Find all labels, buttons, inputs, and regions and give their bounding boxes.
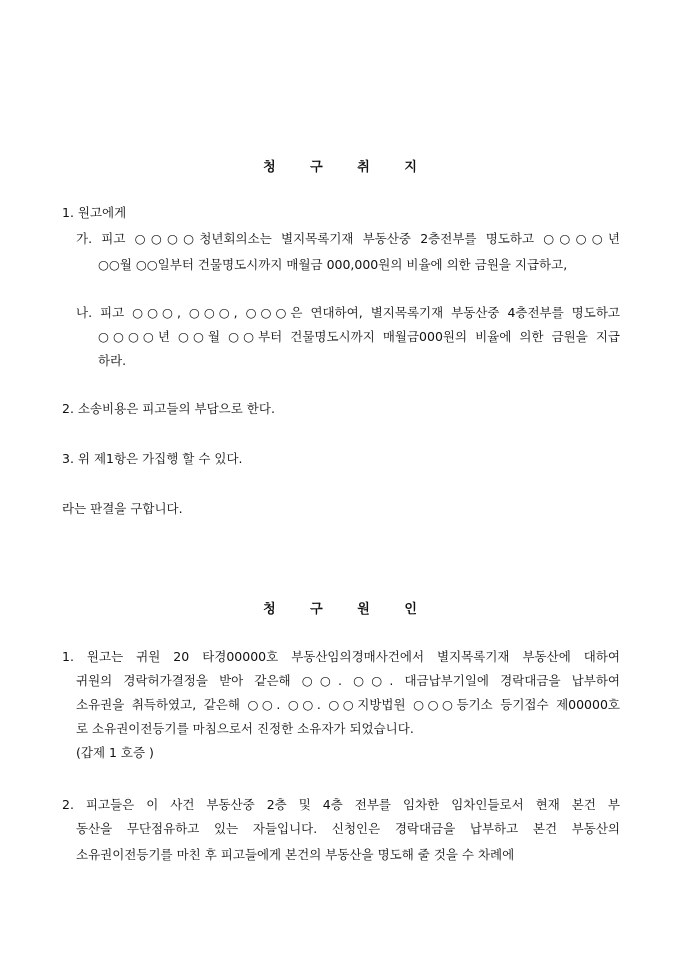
claim-cause-title: 청 구 원 인: [263, 602, 417, 617]
purpose-item1-ga-line1: 가. 피고 ○○○○청년회의소는 별지목록기재 부동산중 2층전부를 명도하고 ○○○○년: [76, 231, 620, 246]
claim-purpose-title: 청 구 취 지: [263, 160, 417, 175]
cause-item1-line1: 1. 원고는 귀원 20 타경00000호 부동산임의경매사건에서 별지목록기재 부동산에 대하여: [62, 649, 620, 664]
cause-item1-line4: 로 소유권이전등기를 마침으로서 진정한 소유자가 되었습니다.: [76, 721, 414, 736]
cause-item1-evidence: (갑제 1 호증 ): [76, 745, 154, 760]
cause-item1-line3: 소유권을 취득하였고, 같은해 ○○. ○○. ○○지방법원 ○○○등기소 등기접수 제00000호: [76, 697, 620, 712]
purpose-item1-na-line3: 하라.: [98, 353, 127, 368]
purpose-item1-na-line2: ○○○○년 ○○월 ○○부터 건물명도시까지 매월금000원의 비율에 의한 금원을 지급: [98, 329, 620, 344]
purpose-item2: 2. 소송비용은 피고들의 부담으로 한다.: [62, 401, 275, 416]
purpose-item3: 3. 위 제1항은 가집행 할 수 있다.: [62, 451, 243, 466]
cause-item2-line2: 동산을 무단점유하고 있는 자들입니다. 신청인은 경락대금을 납부하고 본건 부동산의: [76, 821, 620, 836]
cause-item1-line2: 귀원의 경락허가결정을 받아 같은해 ○○. ○○. 대금납부기일에 경락대금을 납부하여: [76, 673, 620, 688]
purpose-item1-na-line1: 나. 피고 ○○○, ○○○, ○○○은 연대하여, 별지목록기재 부동산중 4층전부를 명도하고: [76, 305, 620, 320]
purpose-closing: 라는 판결을 구합니다.: [62, 501, 183, 516]
cause-item2-line3: 소유권이전등기를 마친 후 피고들에게 본건의 부동산을 명도해 줄 것을 수 차례에: [76, 847, 515, 862]
cause-item2-line1: 2. 피고들은 이 사건 부동산중 2층 및 4층 전부를 임차한 임차인들로서 현재 본건 부: [62, 797, 620, 812]
purpose-item1-header: 1. 원고에게: [62, 205, 127, 220]
purpose-item1-ga-line2: ○○월 ○○일부터 건물명도시까지 매월금 000,000원의 비율에 의한 금원을 지급하고,: [98, 257, 568, 272]
